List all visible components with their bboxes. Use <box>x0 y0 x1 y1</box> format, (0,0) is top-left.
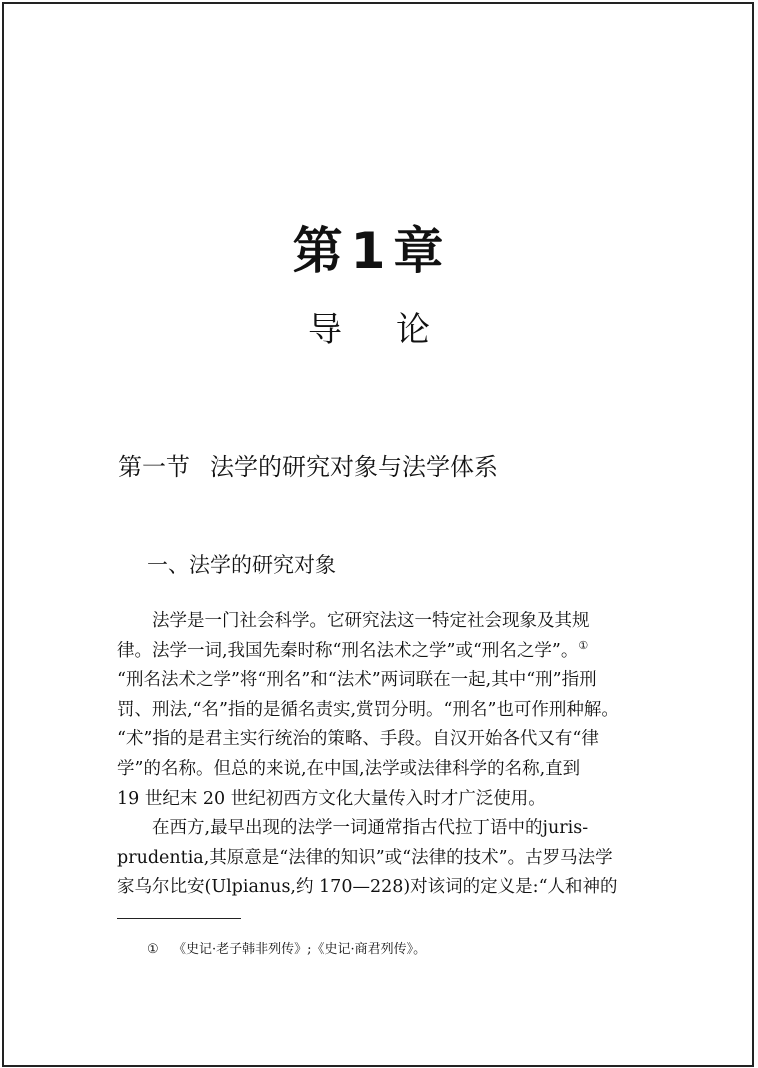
chapter-prefix: 第 <box>292 222 347 280</box>
section-number: 第一节 <box>118 453 190 481</box>
subsection-heading: 一、法学的研究对象 <box>147 553 336 577</box>
footnote-marker: ① <box>147 942 159 957</box>
body-line <box>117 637 629 667</box>
footnote-divider <box>117 918 241 919</box>
body-line: 在西方,最早出现的法学一词通常指古代拉丁语中的juris- <box>152 818 589 839</box>
body-line: prudentia,其原意是“法律的知识”或“法律的技术”。古罗马法学 <box>117 847 613 868</box>
body-line: “术”指的是君主实行统治的策略、手段。自汉开始各代又有“律 <box>117 729 599 750</box>
footnote-reference[interactable]: ① <box>578 638 589 652</box>
body-line: “刑名法术之学”将“刑名”和“法术”两词联在一起,其中“刑”指刑 <box>117 670 597 691</box>
body-line: 法学是一门社会科学。它研究法这一特定社会现象及其规 <box>152 611 590 631</box>
section-title: 法学的研究对象与法学体系 <box>210 453 498 481</box>
body-line: 学”的名称。但总的来说,在中国,法学或法律科学的名称,直到 <box>117 758 581 779</box>
body-line: 罚、刑法,“名”指的是循名责实,赏罚分明。“刑名”也可作刑种解。 <box>117 699 619 720</box>
section-heading <box>118 450 498 484</box>
body-line: 家乌尔比安(Ulpianus,约 170—228)对该词的定义是:“人和神的 <box>117 877 618 898</box>
body-line: 19 世纪末 20 世纪初西方文化大量传入时才广泛使用。 <box>117 788 546 809</box>
chapter-number: 1 <box>350 222 390 280</box>
body-line-text: 律。法学一词,我国先秦时称“刑名法术之学”或“刑名之学”。 <box>117 640 579 661</box>
footnote-text: 《史记·老子韩非列传》;《史记·商君列传》。 <box>173 942 427 957</box>
page-border <box>2 2 754 1067</box>
body-text <box>117 607 629 903</box>
chapter-suffix: 章 <box>393 222 448 280</box>
footnote <box>147 940 426 960</box>
chapter-title: 导论 <box>308 310 484 350</box>
chapter-heading <box>0 216 740 286</box>
